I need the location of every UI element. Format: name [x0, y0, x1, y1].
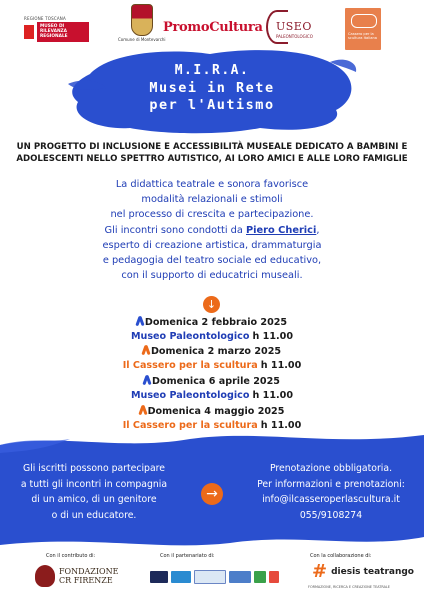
desc-line-3: nel processo di crescita e partecipazione. — [110, 209, 314, 221]
desc-line-4 — [40, 223, 384, 238]
desc-line-1: La didattica teatrale e sonora favorisce — [115, 179, 309, 190]
coat-of-arms-icon — [131, 4, 153, 36]
schedule-date — [0, 316, 424, 330]
venue-name: Museo Paleontologico — [130, 390, 250, 401]
project-description — [40, 177, 384, 283]
partner-logo — [269, 571, 279, 583]
partner-logo — [171, 571, 191, 583]
desc-line-4-post: , — [316, 224, 320, 236]
museo-sub: PALEONTOLOGICO — [276, 34, 313, 39]
partenariato-label: Con il partenariato di: — [160, 553, 215, 559]
fondazione-name: FONDAZIONE CR FIRENZE — [59, 567, 119, 585]
project-headline: UN PROGETTO DI INCLUSIONE E ACCESSIBILITÀ MUSEALE DEDICATO A BAMBINI E ADOLESCENTI NELLO SPETTRO AUTISTICO, AI LORO AMICI E ALLE LORO FAMIGLIE — [16, 142, 408, 164]
regione-label: REGIONE TOSCANA — [24, 16, 66, 21]
pegasus-flag-icon — [24, 25, 34, 39]
participation-info — [10, 461, 178, 523]
schedule-date-text: Domenica 2 marzo 2025 — [150, 346, 282, 357]
schedule-date-text: Domenica 2 febbraio 2025 — [144, 317, 288, 328]
diesis-teatrango-logo — [308, 561, 414, 589]
title-line-1: M.I.R.A. — [174, 63, 250, 78]
booking-line-1: Prenotazione obbligatoria. — [269, 463, 393, 474]
partner-logo — [254, 571, 266, 583]
comune-montevarchi-logo — [118, 4, 166, 43]
awareness-ribbon-icon — [144, 375, 150, 385]
participation-line-1: Gli iscritti possono partecipare — [22, 463, 165, 474]
schedule-item — [0, 345, 424, 373]
museo-word: USEO — [276, 20, 312, 33]
comune-label: Comune di Montevarchi — [118, 37, 166, 42]
diesis-sub: FORMAZIONE, RICERCA E CREAZIONE TEATRALE — [308, 585, 390, 589]
awareness-ribbon-icon — [140, 405, 146, 415]
title-line-3: per l'Autismo — [149, 97, 275, 113]
schedule-venue — [0, 330, 424, 344]
schedule-item — [0, 375, 424, 403]
schedule-date-text: Domenica 6 aprile 2025 — [152, 376, 280, 387]
schedule-time: h 11.00 — [260, 360, 302, 371]
schedule-date — [0, 405, 424, 419]
desc-line-2: modalità relazionali e stimoli — [141, 194, 283, 206]
regione-toscana-logo — [24, 16, 89, 42]
desc-line-7: con il supporto di educatrici museali. — [121, 270, 303, 282]
arrow-right-icon: → — [201, 483, 223, 505]
schedule-venue — [0, 359, 424, 373]
awareness-ribbon-icon — [137, 316, 143, 326]
arrow-down-icon: ↓ — [203, 296, 220, 313]
partner-logo — [150, 571, 168, 583]
schedule-item — [0, 316, 424, 344]
collaborazione-label: Con la collaborazione di: — [310, 553, 372, 559]
participation-line-3: di un amico, di un genitore — [31, 494, 157, 505]
participation-line-2: a tutti gli incontri in compagnia — [20, 478, 168, 490]
venue-name: Il Cassero per la scultura — [122, 360, 258, 371]
desc-line-4-pre: Gli incontri sono condotti da — [104, 224, 246, 236]
fondazione-cr-firenze-logo — [35, 565, 119, 587]
sharp-sign-icon: # — [312, 561, 328, 582]
schedule-date — [0, 375, 424, 389]
diesis-name: diesis teatrango — [331, 567, 414, 577]
title-line-2: Musei in Rete — [149, 80, 275, 96]
desc-line-5: esperto di creazione artistica, drammaturgia — [102, 239, 322, 251]
schedule-time: h 11.00 — [252, 390, 294, 401]
schedule-time: h 11.00 — [252, 331, 294, 342]
museo-rilevanza-badge: MUSEO DI RILEVANZA REGIONALE — [37, 22, 89, 42]
cassero-label: Cassero per la scultura italiana — [348, 32, 377, 41]
participation-line-4: o di un educatore. — [51, 509, 137, 521]
schedule-time: h 11.00 — [260, 420, 302, 431]
schedule-date-text: Domenica 4 maggio 2025 — [147, 406, 285, 417]
venue-name: Il Cassero per la scultura — [122, 420, 258, 431]
venue-name: Museo Paleontologico — [130, 331, 250, 342]
awareness-ribbon-icon — [143, 345, 149, 355]
contributo-label: Con il contributo di: — [46, 553, 96, 559]
schedule-venue — [0, 389, 424, 403]
booking-email[interactable]: info@ilcasseroperlascultura.it — [262, 494, 400, 505]
cassero-mark-icon — [351, 14, 377, 28]
partner-logos — [150, 570, 279, 584]
booking-line-2: Per informazioni e prenotazioni: — [257, 478, 405, 490]
fondazione-emblem-icon — [35, 565, 55, 587]
partner-logo — [229, 571, 251, 583]
promocultura-logo: PromoCultura — [163, 20, 263, 35]
conductor-name: Piero Cherici — [246, 224, 317, 236]
desc-line-6: e pedagogia del teatro sociale ed educativo, — [102, 255, 322, 267]
booking-phone[interactable]: 055/9108274 — [299, 509, 363, 521]
booking-info — [246, 461, 416, 523]
schedule-date — [0, 345, 424, 359]
museo-paleontologico-logo — [262, 10, 318, 46]
partner-logo — [194, 570, 226, 584]
